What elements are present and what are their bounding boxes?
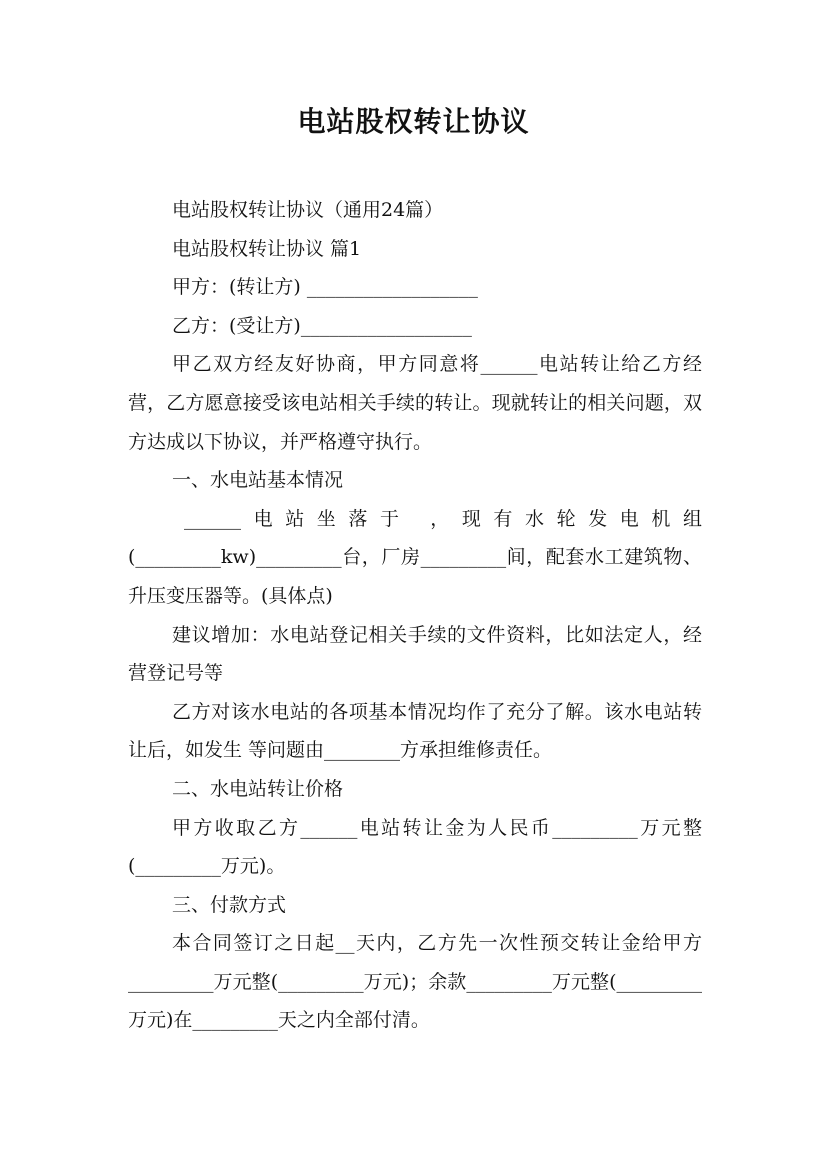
paragraph-subtitle: 电站股权转让协议（通用24篇） [172, 199, 444, 221]
party-a-line: 甲方：(转让方) __________________ [172, 276, 478, 299]
paragraph-location: ______电站坐落于 ，现有水轮发电机组 [184, 507, 702, 530]
heading-payment: 三、付款方式 [172, 893, 287, 916]
paragraph-intro: 甲乙双方经友好协商，甲方同意将______电站转让给乙方经营，乙方愿意接受该电站相关手续的转让。现就转让的相关问题，双方达成以下协议，并严格遵守执行。 [128, 353, 702, 453]
paragraph-responsibility: 乙方对该水电站的各项基本情况均作了充分了解。该水电站转让后，如发生 等问题由________方承担维修责任。 [128, 700, 702, 762]
document-title: 电站股权转让协议 [297, 105, 530, 138]
party-b-line: 乙方：(受让方)__________________ [172, 314, 472, 337]
document-body [128, 191, 702, 1040]
heading-basic-info: 一、水电站基本情况 [172, 469, 344, 492]
paragraph-suggestion: 建议增加：水电站登记相关手续的文件资料，比如法定人，经营登记号等 [128, 623, 702, 685]
paragraph-price: 甲方收取乙方______电站转让金为人民币_________万元整(_________万元)。 [128, 816, 702, 878]
heading-price: 二、水电站转让价格 [172, 777, 344, 800]
paragraph-equipment: (_________kw)_________台，厂房_________间，配套水工建筑物、升压变压器等。(具体点) [128, 546, 702, 607]
paragraph-section-heading: 电站股权转让协议 篇1 [172, 237, 362, 260]
paragraph-payment: 本合同签订之日起__天内，乙方先一次性预交转让金给甲方_________万元整(_________万元)；余款_________万元整(_________万元)在_________天之内全部付清。 [128, 932, 702, 1032]
